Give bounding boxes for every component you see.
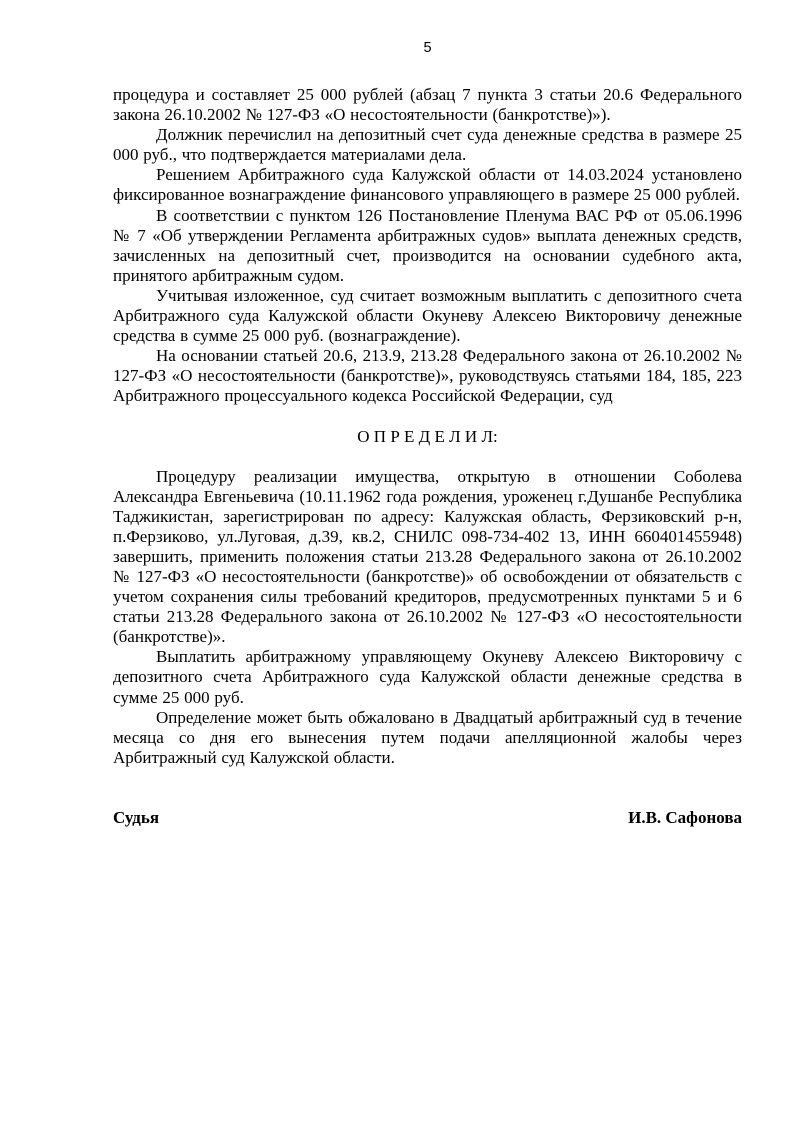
signature-role: Судья [113,807,160,827]
body-paragraph: На основании статьей 20.6, 213.9, 213.28 Федерального закона от 26.10.2002 № 127-ФЗ «О несостоятельности (банкротстве)», руководствуясь статьями 184, 185, 223 Арбитражного процессуального кодекса Российской Федерации, суд [113,346,742,406]
ruling-heading: О П Р Е Д Е Л И Л: [357,426,498,446]
body-paragraph: Должник перечислил на депозитный счет суда денежные средства в размере 25 000 руб., что подтверждается материалами дела. [113,125,742,165]
body-paragraph: Решением Арбитражного суда Калужской области от 14.03.2024 установлено фиксированное вознаграждение финансового управляющего в размере 25 000 рублей. [113,165,742,205]
signature-block [113,808,742,828]
body-paragraph: процедура и составляет 25 000 рублей (абзац 7 пункта 3 статьи 20.6 Федерального закона 26.10.2002 № 127-ФЗ «О несостоятельности (банкротстве)»). [113,85,742,125]
body-paragraph: Учитывая изложенное, суд считает возможным выплатить с депозитного счета Арбитражного суда Калужской области Окуневу Алексею Викторовичу денежные средства в сумме 25 000 руб. (вознаграждение). [113,285,742,346]
body-paragraph: В соответствии с пунктом 126 Постановление Пленума ВАС РФ от 05.06.1996 № 7 «Об утверждении Регламента арбитражных судов» выплата денежных средств, зачисленных на депозитный счет, производится на основании судебного акта, принятого арбитражным судом. [113,205,742,285]
body-paragraph: Определение может быть обжаловано в Двадцатый арбитражный суд в течение месяца со дня его вынесения путем подачи апелляционной жалобы через Арбитражный суд Калужской области. [113,707,742,767]
document-body [113,40,742,828]
body-paragraph: Выплатить арбитражному управляющему Окуневу Алексею Викторовичу с депозитного счета Арбитражного суда Калужской области денежные средства в сумме 25 000 руб. [113,647,742,707]
page-number: 5 [423,40,432,56]
body-paragraph: Процедуру реализации имущества, открытую в отношении Соболева Александра Евгеньевича (10.11.1962 года рождения, уроженец г.Душанбе Республика Таджикистан, зарегистрирован по адресу: Калужская область, Ферзиковский р-н, п.Ферзиково, ул.Луговая, д.39, кв.2, СНИЛС 098-734-402 13, ИНН 660401455948) завершить, применить положения статьи 213.28 Федерального закона от 26.10.2002 № 127-ФЗ «О несостоятельности (банкротстве)» об освобождении от обязательств с учетом сохранения силы требований кредиторов, предусмотренных пунктами 5 и 6 статьи 213.28 Федерального закона от 26.10.2002 № 127-ФЗ «О несостоятельности (банкротстве)». [113,466,742,647]
signature-name: И.В. Сафонова [628,807,742,827]
